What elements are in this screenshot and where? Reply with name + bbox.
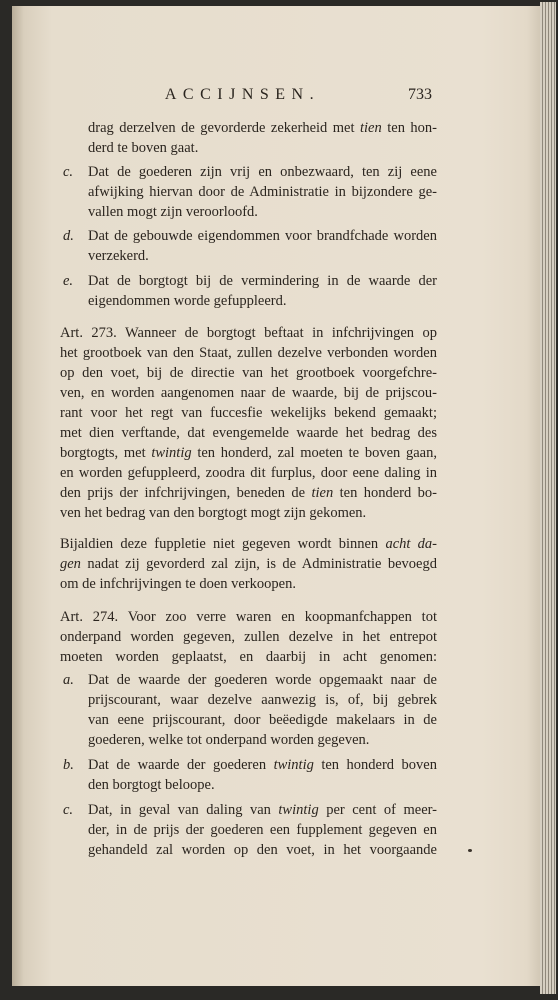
text-segment: drag derzelven de gevorderde zekerheid met — [88, 120, 360, 136]
text-line — [60, 483, 437, 503]
text-line — [60, 534, 437, 554]
text-line: der, in de prijs der goederen een fupplement gegeven en — [88, 822, 437, 838]
text-segment: Bijaldien deze fuppletie niet gegeven wordt binnen — [60, 536, 386, 552]
text-line: het grootboek van den Staat, zullen dezelve verbonden worden — [60, 345, 437, 361]
article-label: Art. 273. — [60, 325, 117, 341]
text-line: van eene prijscourant, door beëedigde makelaars in de — [88, 712, 437, 728]
text-line: moeten worden geplaatst, en daarbij in acht genomen: — [60, 649, 437, 665]
list-item-c — [60, 162, 437, 222]
emphasis-word: twintig — [278, 802, 319, 818]
page-number: 733 — [408, 86, 432, 103]
text-line: vallen mogt zijn veroorloofd. — [88, 204, 258, 220]
article-273 — [60, 323, 437, 523]
article-274 — [60, 607, 437, 667]
text-line: Dat de goederen zijn vrij en onbezwaard, ten zij eene — [88, 164, 437, 180]
text-segment: ten hon- — [381, 120, 438, 136]
list-item-e — [60, 271, 437, 311]
text-line: eigendommen worde gefuppleerd. — [88, 293, 287, 309]
text-line: met dien verftande, dat evengemelde waarde het bedrag des — [60, 425, 437, 441]
list-item-b — [60, 755, 437, 795]
text-line: en worden gefuppleerd, zoodra dit furplus, door eene daling in — [60, 465, 437, 481]
list-item-a — [60, 670, 437, 750]
text-line — [60, 554, 437, 574]
text-line: om de infchrijvingen te doen verkoopen. — [60, 576, 296, 592]
text-line: onderpand worden gegeven, zullen dezelve in het entrepot — [60, 629, 437, 645]
text-segment: ten honderd, zal moeten te boven gaan, — [191, 445, 437, 461]
list-marker: a. — [63, 672, 74, 688]
text-segment: Dat de waarde der goederen — [88, 757, 274, 773]
emphasis-word: gen — [60, 556, 81, 572]
text-segment: per cent of meer- — [318, 802, 437, 818]
text-line: derd te boven gaat. — [88, 140, 199, 156]
text-line: Dat de waarde der goederen worde opgemaakt naar de — [88, 672, 437, 688]
text-segment: Wanneer de borgtogt beftaat in infchrijvingen op — [125, 325, 437, 341]
text-line: afwijking hiervan door de Administratie in bijzondere ge- — [88, 184, 437, 200]
ink-speck — [468, 849, 472, 852]
text-segment: den prijs der infchrijvingen, beneden de — [60, 485, 312, 501]
emphasis-word: twintig — [273, 757, 314, 773]
emphasis-word: acht da- — [385, 536, 438, 552]
text-line: ven, en worden aangenomen naar de waarde, bij de prijscou- — [60, 385, 437, 401]
text-line: verzekerd. — [88, 248, 149, 264]
text-segment: ten honderd boven — [313, 757, 437, 773]
list-marker: e. — [63, 273, 74, 289]
text-line: goederen, welke tot onderpand worden gegeven. — [88, 732, 370, 748]
text-line: Dat de borgtogt bij de vermindering in de waarde der — [88, 273, 437, 289]
list-marker: c. — [63, 802, 74, 818]
text-segment: ten honderd bo- — [333, 485, 437, 501]
list-item-d — [60, 226, 437, 266]
text-segment: nadat zij gevorderd zal zijn, is de Administratie bevoegd — [80, 556, 437, 572]
text-line — [88, 755, 437, 775]
text-line — [60, 607, 437, 627]
text-line — [88, 118, 437, 138]
text-line — [60, 323, 437, 343]
page-edges — [540, 2, 556, 994]
text-line: den borgtogt beloope. — [88, 777, 215, 793]
text-line — [60, 443, 437, 463]
text-segment: Dat, in geval van daling van — [88, 802, 279, 818]
text-segment: Voor zoo verre waren en koopmanfchappen tot — [127, 609, 437, 625]
article-label: Art. 274. — [60, 609, 119, 625]
list-marker: b. — [63, 757, 74, 773]
emphasis-word: twintig — [151, 445, 192, 461]
list-marker: d. — [63, 228, 74, 244]
continuation-paragraph — [88, 118, 437, 158]
text-line: rant voor het regt van fuccesfie wekelijks bekend gemaakt; — [60, 405, 437, 421]
list-item-c-second — [60, 800, 437, 860]
supplement-paragraph — [60, 534, 437, 594]
text-line: prijscourant, waar dezelve aanwezig is, of, bij gebrek — [88, 692, 437, 708]
text-line: gehandeld zal worden op den voet, in het voorgaande — [88, 842, 437, 858]
emphasis-word: tien — [360, 120, 382, 136]
running-title: ACCIJNSEN. — [164, 86, 321, 103]
text-line: op den voet, bij de directie van het grootboek voorgefchre- — [60, 365, 437, 381]
text-line: ven het bedrag van den borgtogt mogt zijn gekomen. — [60, 505, 367, 521]
text-line: Dat de gebouwde eigendommen voor brandfchade worden — [88, 228, 437, 244]
list-marker: c. — [63, 164, 74, 180]
text-line — [88, 800, 437, 820]
text-segment: borgtogts, met — [60, 445, 152, 461]
emphasis-word: tien — [311, 485, 334, 501]
